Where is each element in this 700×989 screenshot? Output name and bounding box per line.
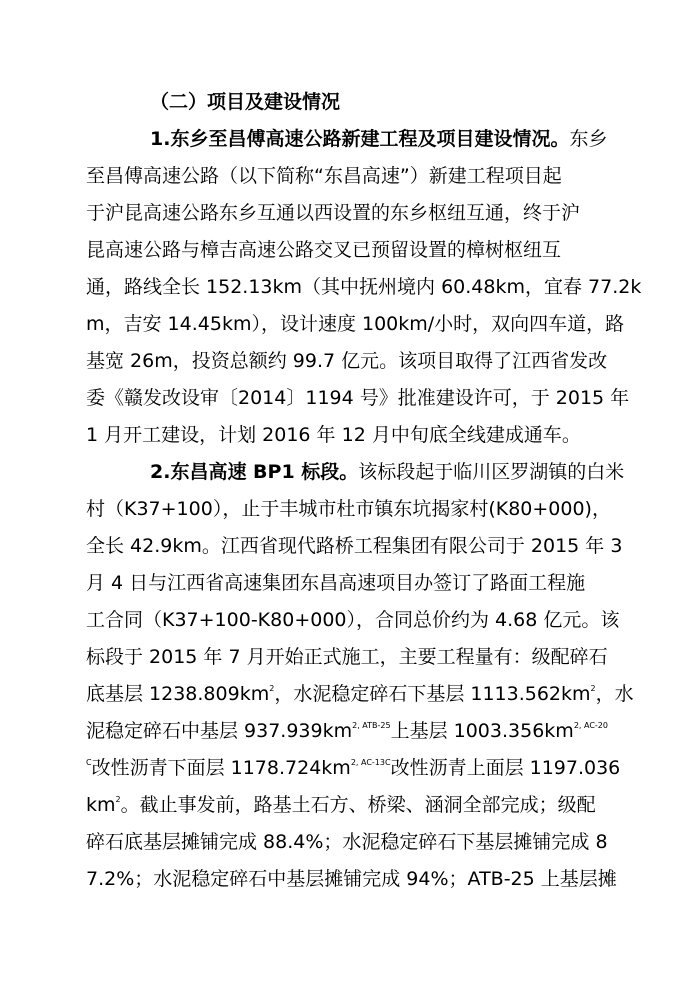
- paragraph-2-line: 7.2%；水泥稳定碎石中基层摊铺完成 94%；ATB-25 上基层摊: [86, 868, 617, 890]
- paragraph-2-line-0: [150, 460, 624, 484]
- text-run: 改性沥青下面层 1178.724km: [91, 757, 351, 779]
- paragraph-2-line: 工合同（K37+100-K80+000），合同总价约为 4.68 亿元。该: [86, 609, 620, 631]
- paragraph-2-line: [86, 793, 596, 817]
- superscript: 2, ATB-25: [352, 721, 391, 730]
- paragraph-2-lead: 2.东昌高速 BP1 标段。: [150, 461, 359, 483]
- superscript: 2, AC-20: [573, 721, 608, 730]
- paragraph-1-line: 昆高速公路与樟吉高速公路交叉已预留设置的樟树枢纽互: [86, 239, 562, 261]
- text-run: 东乡: [569, 128, 608, 150]
- paragraph-1-line: m，吉安 14.45km），设计速度 100km/小时，双向四车道，路: [86, 313, 625, 335]
- text-run: ，水泥稳定碎石下基层 1113.562km: [274, 683, 591, 705]
- section-heading-text: （二）项目及建设情况: [150, 91, 341, 113]
- text-run: 。截止事发前，路基土石方、桥梁、涵洞全部完成；级配: [120, 794, 596, 816]
- paragraph-2-line: 碎石底基层摊铺完成 88.4%；水泥稳定碎石下基层摊铺完成 8: [86, 831, 608, 853]
- paragraph-2-line: [86, 756, 620, 780]
- paragraph-2-line: 标段于 2015 年 7 月开始正式施工，主要工程量有：级配碎石: [86, 646, 608, 668]
- paragraph-1-line: 1 月开工建设，计划 2016 年 12 月中旬底全线建成通车。: [86, 424, 581, 446]
- paragraph-2-line: 全长 42.9km。江西省现代路桥工程集团有限公司于 2015 年 3: [86, 535, 623, 557]
- superscript: 2: [269, 684, 275, 693]
- text-run: 泥稳定碎石中基层 937.939km: [86, 720, 353, 742]
- text-run: 改性沥青上面层 1197.036: [390, 757, 621, 779]
- superscript: 2, AC-13C: [350, 758, 391, 767]
- paragraph-2-line: 村（K37+100），止于丰城市杜市镇东坑揭家村(K80+000)，: [86, 498, 611, 520]
- superscript: 2: [590, 684, 596, 693]
- text-run: 上基层 1003.356km: [390, 720, 574, 742]
- text-run: 底基层 1238.809km: [86, 683, 270, 705]
- paragraph-2-line: 月 4 日与江西省高速集团东昌高速项目办签订了路面工程施: [86, 572, 586, 594]
- paragraph-1-line: 基宽 26m，投资总额约 99.7 亿元。该项目取得了江西省发改: [86, 350, 608, 372]
- superscript: 2: [115, 795, 121, 804]
- text-run: 该标段起于临川区罗湖镇的白米: [358, 461, 625, 483]
- paragraph-1-lead: 1.东乡至昌傅高速公路新建工程及项目建设情况。: [150, 128, 570, 150]
- superscript: C: [86, 758, 92, 767]
- paragraph-1-line: 委《赣发改设审〔2014〕1194 号》批准建设许可，于 2015 年: [86, 387, 630, 409]
- section-heading: [150, 90, 340, 114]
- text-run: km: [86, 794, 116, 816]
- paragraph-1-line: 通，路线全长 152.13km（其中抚州境内 60.48km，宜春 77.2k: [86, 276, 642, 298]
- paragraph-1-line: 至昌傅高速公路（以下简称“东昌高速”）新建工程项目起: [86, 165, 562, 187]
- paragraph-1-line-0: [150, 127, 607, 151]
- text-run: ，水: [595, 683, 634, 705]
- paragraph-2-line: [86, 719, 608, 743]
- paragraph-2-line: [86, 682, 634, 706]
- paragraph-1-line: 于沪昆高速公路东乡互通以西设置的东乡枢纽互通，终于沪: [86, 202, 581, 224]
